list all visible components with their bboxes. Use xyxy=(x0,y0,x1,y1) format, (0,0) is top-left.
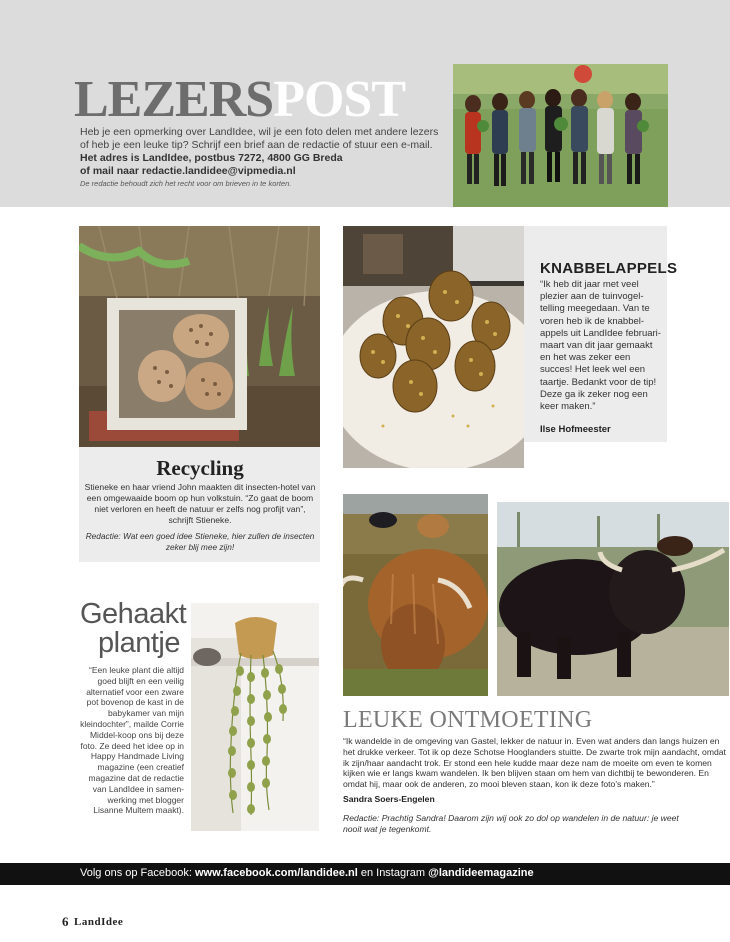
address-line-1: Het adres is LandIdee, postbus 7272, 4800 GG Breda xyxy=(80,152,343,164)
pinecone-photo xyxy=(343,226,524,468)
crochet-plant-photo xyxy=(191,603,319,831)
instagram-link[interactable]: @landideemagazine xyxy=(428,867,534,879)
ontmoeting-text: “Ik wandelde in de omgeving van Gastel, lekker de natuur in. Even wat anders dan langs huizen en het drukke verkeer. Tot ik op deze Schotse Hooglanders stuitte. De zwarte trok mijn aandacht, omdat ik zijn/haar aandacht trok. Er stond een hele kudde maar deze nam de moeite om even te komen kijken wie er langs kwam wandelen. Ik ben blijven staan om hem van dichtbij te bewonderen. En omdat hij, maar ook de anderen, zo mooi bleven staan, kon ik deze foto’s maken.” xyxy=(343,736,726,790)
recycling-text: Stieneke en haar vriend John maakten dit insecten-hotel van een omgewaaide boom op hun volkstuin. “Zo gaat de boom niet verloren en heeft de natuur er zelfs nog profijt van”, schrijft Stieneke. xyxy=(84,482,316,525)
recycling-note: Redactie: Wat een goed idee Stieneke, hier zullen de insecten zeker blij mee zijn! xyxy=(85,531,315,552)
highlander-brown-photo xyxy=(343,494,488,696)
title-part-post: POST xyxy=(273,71,406,128)
gehaakt-title-line2: plantje xyxy=(98,627,180,659)
group-photo xyxy=(453,64,668,207)
facebook-link[interactable]: www.facebook.com/landidee.nl xyxy=(194,867,358,879)
intro-text xyxy=(80,126,440,178)
gehaakt-title-line1: Gehaakt xyxy=(80,598,187,630)
title-part-lezers: LEZERS xyxy=(74,71,274,128)
intro-line: Heb je een opmerking over LandIdee, wil je een foto delen met andere lezers of heb je een leuke tip? Schrijf een brief aan de redactie of stuur een e-mail. xyxy=(80,126,439,151)
editorial-note: De redactie behoudt zich het recht voor om brieven in te korten. xyxy=(80,179,292,188)
knabbelappels-author: Ilse Hofmeester xyxy=(540,424,611,435)
social-links xyxy=(80,867,534,879)
ontmoeting-author: Sandra Soers-Engelen xyxy=(343,794,435,804)
footer-middle: en Instagram xyxy=(360,867,426,879)
gehaakt-text: “Een leuke plant die altijd goed blijft en een veilig alternatief voor een zware pot bovenop de kast in de babykamer van mijn kleindochter”, mailde Corrie Middel-koop ons bij deze foto. Ze deed het idee op in Happy Handmade Living magazine (een creatief magazine dat de redactie van LandIdee in samen-werking met blogger Lisanne Multem maakt). xyxy=(80,665,184,816)
highlander-black-photo xyxy=(497,502,729,696)
page-title xyxy=(74,70,405,130)
footer-prefix: Volg ons op Facebook: xyxy=(80,867,192,879)
ontmoeting-note: Redactie: Prachtig Sandra! Daarom zijn wij ook zo dol op wandelen in de natuur: je weet nooit wat je tegenkomt. xyxy=(343,813,679,834)
knabbelappels-title: KNABBELAPPELS xyxy=(540,260,678,277)
address-line-2: of mail naar redactie.landidee@vipmedia.nl xyxy=(80,165,296,177)
knabbelappels-text: “Ik heb dit jaar met veel plezier aan de tuinvogel-telling meegedaan. Van te voren heb ik de knabbel-appels uit LandIdee februari-maart van dit jaar gemaakt en het was zeker een succes! Het leek wel een taartje. Bedankt voor de tip! Deze ga ik zeker nog een keer maken.” xyxy=(540,279,661,413)
ontmoeting-title: LEUKE ONTMOETING xyxy=(343,707,593,733)
page-number: 6 xyxy=(62,914,69,929)
insect-hotel-photo xyxy=(79,226,320,447)
recycling-title: Recycling xyxy=(156,456,244,480)
magazine-name: LandIdee xyxy=(74,916,124,928)
gehaakt-title xyxy=(80,598,187,659)
